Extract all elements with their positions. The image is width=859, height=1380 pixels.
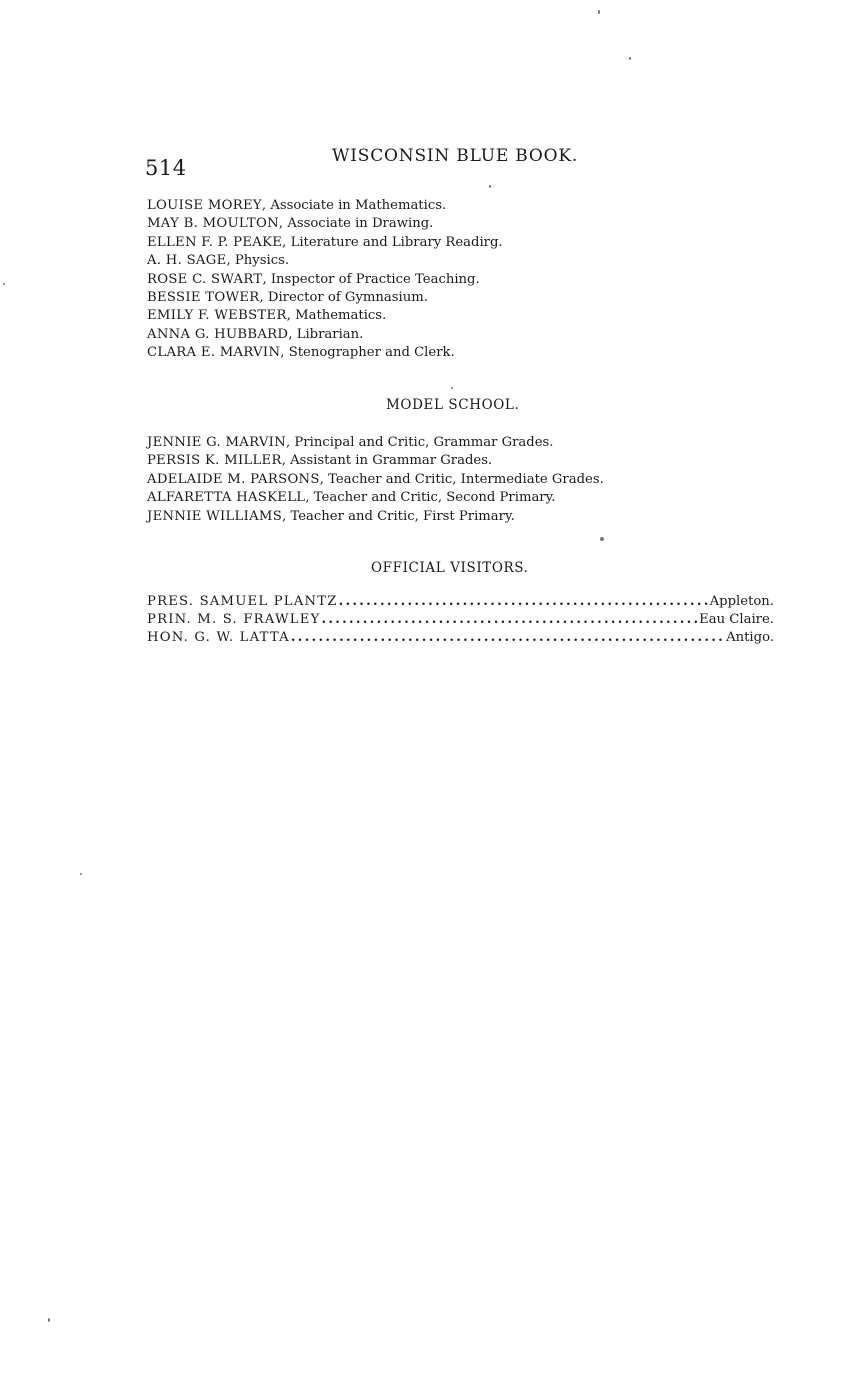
staff-role: Physics.: [234, 253, 290, 269]
staff-entry: ROSE C. SWART, Inspector of Practice Teaching.: [147, 271, 480, 287]
member-role: Teacher and Critic, First Primary.: [290, 508, 515, 524]
visitor-name: PRIN. M. S. FRAWLEY: [147, 612, 321, 627]
model-school-entry: PERSIS K. MILLER, Assistant in Grammar Grades.: [147, 453, 493, 469]
staff-role: Inspector of Practice Teaching.: [270, 271, 480, 287]
staff-role: Mathematics.: [295, 308, 387, 324]
model-school-entry: JENNIE WILLIAMS, Teacher and Critic, First Primary.: [147, 508, 515, 524]
official-visitors-list: [147, 593, 787, 647]
model-school-list: [147, 434, 787, 526]
member-role: Teacher and Critic, Second Primary.: [313, 490, 556, 506]
dot-leader: [291, 629, 725, 647]
staff-entry: ELLEN F. P. PEAKE, Literature and Library Readirg.: [147, 234, 503, 250]
staff-name: MAY B. MOULTON: [147, 216, 279, 232]
staff-role: Literature and Library Readirg.: [290, 234, 503, 250]
staff-role: Associate in Mathematics.: [270, 198, 447, 213]
model-school-entry: ADELAIDE M. PARSONS, Teacher and Critic, Intermediate Grades.: [147, 471, 604, 487]
staff-name: LOUISE MOREY: [147, 198, 262, 213]
scan-speck: [600, 537, 604, 541]
staff-name: ROSE C. SWART: [147, 271, 263, 287]
staff-name: BESSIE TOWER: [147, 290, 260, 306]
staff-entry: BESSIE TOWER, Director of Gymnasium.: [147, 290, 428, 306]
scan-speck: [598, 10, 600, 14]
scan-speck: [3, 283, 5, 285]
model-school-entry: JENNIE G. MARVIN, Principal and Critic, Grammar Grades.: [147, 435, 554, 450]
running-title: WISCONSIN BLUE BOOK.: [332, 146, 579, 166]
member-name: ADELAIDE M. PARSONS: [147, 471, 320, 487]
model-school-entry: ALFARETTA HASKELL, Teacher and Critic, Second Primary.: [147, 490, 556, 506]
member-name: PERSIS K. MILLER: [147, 453, 282, 469]
staff-entry: EMILY F. WEBSTER, Mathematics.: [147, 308, 387, 324]
staff-entry: LOUISE MOREY, Associate in Mathematics.: [147, 198, 447, 213]
visitor-entry: [147, 593, 774, 611]
visitor-place: Antigo.: [726, 630, 774, 645]
scan-speck: [629, 57, 631, 60]
staff-entry: A. H. SAGE, Physics.: [147, 253, 290, 269]
model-school-heading: MODEL SCHOOL.: [386, 397, 520, 413]
staff-name: ELLEN F. P. PEAKE: [147, 234, 283, 250]
staff-entry: MAY B. MOULTON, Associate in Drawing.: [147, 216, 434, 232]
staff-entry: ANNA G. HUBBARD, Librarian.: [147, 326, 364, 342]
dot-leader: [339, 593, 709, 611]
dot-leader: [321, 611, 698, 629]
staff-role: Director of Gymnasium.: [267, 290, 428, 306]
visitor-name: PRES. SAMUEL PLANTZ: [147, 594, 338, 609]
staff-entry: CLARA E. MARVIN, Stenographer and Clerk.: [147, 345, 455, 361]
scan-speck: [48, 1318, 50, 1322]
staff-name: CLARA E. MARVIN: [147, 345, 281, 361]
staff-role: Associate in Drawing.: [287, 216, 434, 232]
member-role: Principal and Critic, Grammar Grades.: [294, 435, 554, 450]
member-name: ALFARETTA HASKELL: [147, 490, 306, 506]
member-name: JENNIE WILLIAMS: [147, 508, 283, 524]
scan-speck: [80, 873, 82, 875]
official-visitors-heading: OFFICIAL VISITORS.: [371, 560, 529, 576]
scan-speck: [451, 387, 453, 389]
visitor-place: Appleton.: [709, 594, 774, 609]
staff-role: Stenographer and Clerk.: [288, 345, 455, 361]
member-role: Teacher and Critic, Intermediate Grades.: [328, 471, 604, 487]
visitor-entry: [147, 611, 774, 629]
staff-name: A. H. SAGE: [147, 253, 227, 269]
member-role: Assistant in Grammar Grades.: [290, 453, 493, 469]
staff-name: ANNA G. HUBBARD: [147, 326, 289, 342]
visitor-name: HON. G. W. LATTA: [147, 630, 290, 645]
visitor-place: Eau Claire.: [699, 612, 774, 627]
staff-name: EMILY F. WEBSTER: [147, 308, 287, 324]
staff-role: Librarian.: [296, 326, 364, 342]
page-number: 514: [145, 156, 187, 180]
scan-speck: [489, 185, 491, 188]
member-name: JENNIE G. MARVIN: [147, 435, 287, 450]
visitor-entry: [147, 629, 774, 647]
staff-list: [147, 197, 787, 363]
